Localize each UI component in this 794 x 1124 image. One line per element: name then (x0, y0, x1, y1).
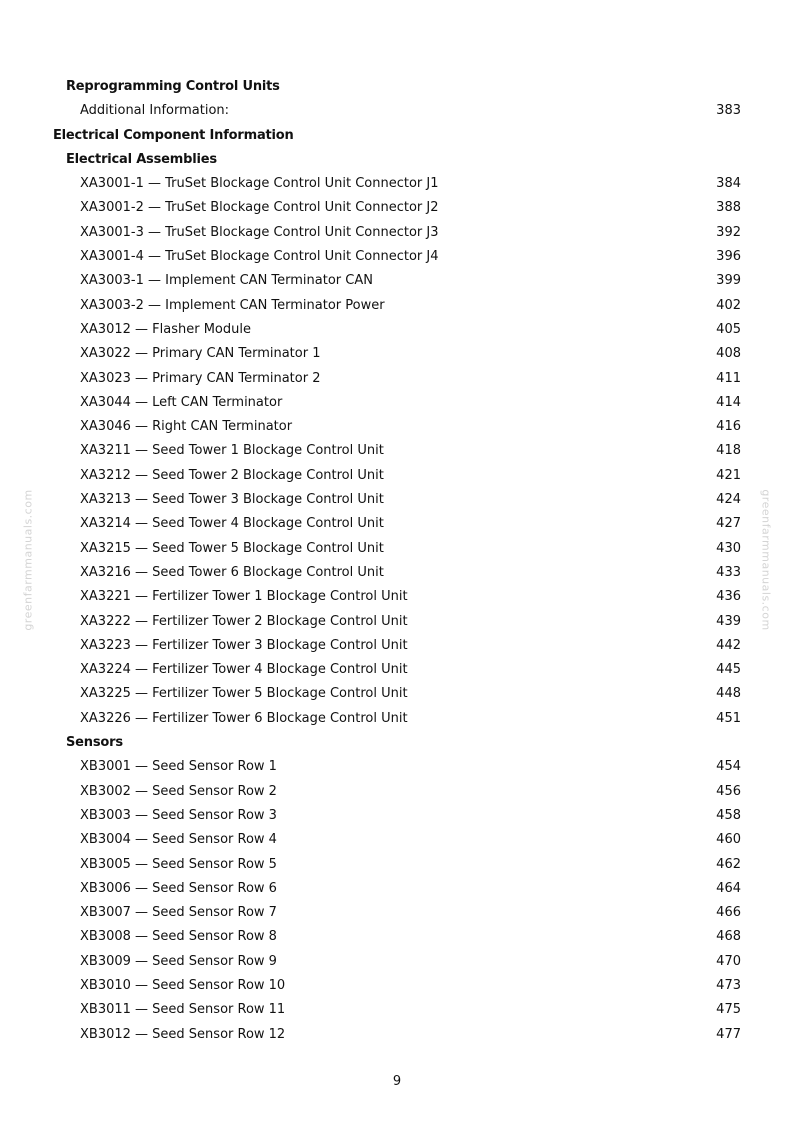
toc-entry[interactable] (0, 877, 794, 901)
toc-entry[interactable] (0, 925, 794, 949)
toc-entry[interactable] (0, 99, 794, 123)
toc-entry-title: XA3221 — Fertilizer Tower 1 Blockage Control Unit (80, 589, 408, 605)
toc-entry-title: XB3003 — Seed Sensor Row 3 (80, 807, 277, 823)
toc-entry[interactable] (0, 658, 794, 682)
toc-entry-title: XA3001-2 — TruSet Blockage Control Unit Connector J2 (80, 200, 439, 216)
toc-entry-title: XA3214 — Seed Tower 4 Blockage Control Unit (80, 516, 384, 532)
toc-entry-title: XA3022 — Primary CAN Terminator 1 (80, 346, 321, 362)
toc-entry-title: XA3213 — Seed Tower 3 Blockage Control Unit (80, 492, 384, 508)
toc-entry[interactable] (0, 488, 794, 512)
toc-page-number: 451 (716, 710, 741, 726)
toc-heading (0, 124, 794, 148)
toc-entry-title: Additional Information: (80, 103, 230, 119)
toc-entry[interactable] (0, 561, 794, 585)
toc-entry-title: XA3225 — Fertilizer Tower 5 Blockage Control Unit (80, 686, 408, 702)
toc-entry[interactable] (0, 755, 794, 779)
toc-entry-title: XA3226 — Fertilizer Tower 6 Blockage Control Unit (80, 710, 408, 726)
toc-page-number: 477 (716, 1026, 741, 1042)
toc-entry-title: XA3215 — Seed Tower 5 Blockage Control Unit (80, 540, 384, 556)
toc-entry[interactable] (0, 342, 794, 366)
toc-page-number: 396 (716, 249, 741, 265)
toc-entry-title: XA3003-2 — Implement CAN Terminator Power (80, 297, 385, 313)
toc-page-number: 414 (716, 394, 741, 410)
toc-entry-title: XB3012 — Seed Sensor Row 12 (80, 1026, 286, 1042)
toc-entry-title: XB3004 — Seed Sensor Row 4 (80, 832, 277, 848)
toc-page-number: 464 (716, 880, 741, 896)
toc-entry[interactable] (0, 318, 794, 342)
toc-heading-title: Sensors (66, 735, 123, 751)
toc-entry-title: XA3224 — Fertilizer Tower 4 Blockage Control Unit (80, 662, 408, 678)
toc-entry-title: XB3001 — Seed Sensor Row 1 (80, 759, 277, 775)
toc-page-number: 458 (716, 807, 741, 823)
toc-heading-title: Electrical Assemblies (66, 151, 217, 167)
toc-entry[interactable] (0, 998, 794, 1022)
toc-entry[interactable] (0, 367, 794, 391)
toc-page-number: 466 (716, 905, 741, 921)
toc-page-number: 424 (716, 492, 741, 508)
toc-entry-title: XB3006 — Seed Sensor Row 6 (80, 880, 277, 896)
toc-entry[interactable] (0, 512, 794, 536)
toc-page-number: 470 (716, 953, 741, 969)
toc-entry[interactable] (0, 901, 794, 925)
toc-entry-title: XB3010 — Seed Sensor Row 10 (80, 977, 286, 993)
toc-entry-title: XA3001-3 — TruSet Blockage Control Unit Connector J3 (80, 224, 439, 240)
toc-page-number: 388 (716, 200, 741, 216)
toc-page-number: 408 (716, 346, 741, 362)
table-of-contents (0, 75, 794, 1047)
toc-heading-title: Reprogramming Control Units (66, 79, 280, 94)
toc-entry-title: XA3001-1 — TruSet Blockage Control Unit Connector J1 (80, 176, 439, 192)
toc-entry-title: XB3005 — Seed Sensor Row 5 (80, 856, 277, 872)
toc-page-number: 436 (716, 589, 741, 605)
toc-entry-title: XB3008 — Seed Sensor Row 8 (80, 929, 277, 945)
watermark-right: greenfarmmanuals.com (759, 489, 773, 631)
toc-entry-title: XA3046 — Right CAN Terminator (80, 419, 293, 435)
toc-page-number: 439 (716, 613, 741, 629)
toc-entry-title: XA3223 — Fertilizer Tower 3 Blockage Control Unit (80, 637, 408, 653)
toc-entry[interactable] (0, 439, 794, 463)
toc-entry[interactable] (0, 415, 794, 439)
toc-entry[interactable] (0, 707, 794, 731)
toc-entry[interactable] (0, 172, 794, 196)
toc-entry[interactable] (0, 196, 794, 220)
toc-page-number: 416 (716, 419, 741, 435)
toc-entry-title: XB3011 — Seed Sensor Row 11 (80, 1002, 286, 1018)
toc-page-number: 384 (716, 176, 741, 192)
toc-heading (0, 148, 794, 172)
toc-page-number: 421 (716, 467, 741, 483)
toc-entry[interactable] (0, 464, 794, 488)
toc-entry-title: XA3211 — Seed Tower 1 Blockage Control Unit (80, 443, 384, 459)
toc-entry[interactable] (0, 974, 794, 998)
toc-page-number: 475 (716, 1002, 741, 1018)
toc-entry-title: XA3222 — Fertilizer Tower 2 Blockage Control Unit (80, 613, 408, 629)
toc-entry[interactable] (0, 391, 794, 415)
toc-entry[interactable] (0, 537, 794, 561)
toc-entry-title: XA3216 — Seed Tower 6 Blockage Control Unit (80, 564, 384, 580)
toc-page-number: 411 (716, 370, 741, 386)
toc-entry-title: XA3044 — Left CAN Terminator (80, 394, 283, 410)
toc-page-number: 427 (716, 516, 741, 532)
toc-page-number: 445 (716, 662, 741, 678)
toc-entry[interactable] (0, 682, 794, 706)
toc-entry-title: XA3001-4 — TruSet Blockage Control Unit Connector J4 (80, 249, 439, 265)
toc-entry-title: XA3023 — Primary CAN Terminator 2 (80, 370, 321, 386)
toc-page-number: 468 (716, 929, 741, 945)
toc-page-number: 460 (716, 832, 741, 848)
toc-entry[interactable] (0, 245, 794, 269)
toc-entry-title: XB3002 — Seed Sensor Row 2 (80, 783, 277, 799)
toc-entry[interactable] (0, 1023, 794, 1047)
toc-page-number: 392 (716, 224, 741, 240)
toc-page-number: 462 (716, 856, 741, 872)
toc-page-number: 405 (716, 321, 741, 337)
page-number: 9 (392, 1074, 402, 1089)
toc-entry[interactable] (0, 853, 794, 877)
toc-entry[interactable] (0, 585, 794, 609)
toc-entry[interactable] (0, 950, 794, 974)
toc-entry[interactable] (0, 828, 794, 852)
toc-entry[interactable] (0, 780, 794, 804)
toc-entry[interactable] (0, 294, 794, 318)
toc-entry-title: XB3007 — Seed Sensor Row 7 (80, 905, 277, 921)
toc-entry-title: XA3212 — Seed Tower 2 Blockage Control Unit (80, 467, 384, 483)
toc-page-number: 433 (716, 564, 741, 580)
toc-entry[interactable] (0, 610, 794, 634)
toc-heading (0, 731, 794, 755)
toc-page-number: 418 (716, 443, 741, 459)
toc-page-number: 448 (716, 686, 741, 702)
watermark-left: greenfarmmanuals.com (21, 489, 35, 631)
toc-entry[interactable] (0, 221, 794, 245)
toc-page-number: 456 (716, 783, 741, 799)
toc-heading (0, 75, 794, 99)
toc-page-number: 383 (716, 103, 741, 119)
toc-entry-title: XA3003-1 — Implement CAN Terminator CAN (80, 273, 373, 289)
toc-entry[interactable] (0, 634, 794, 658)
toc-entry-title: XA3012 — Flasher Module (80, 321, 251, 337)
toc-entry-title: XB3009 — Seed Sensor Row 9 (80, 953, 277, 969)
toc-page-number: 399 (716, 273, 741, 289)
toc-page-number: 442 (716, 637, 741, 653)
toc-entry[interactable] (0, 804, 794, 828)
toc-page-number: 454 (716, 759, 741, 775)
toc-heading-title: Electrical Component Information (53, 127, 294, 143)
toc-entry[interactable] (0, 269, 794, 293)
toc-page-number: 430 (716, 540, 741, 556)
toc-page-number: 473 (716, 977, 741, 993)
toc-page-number: 402 (716, 297, 741, 313)
